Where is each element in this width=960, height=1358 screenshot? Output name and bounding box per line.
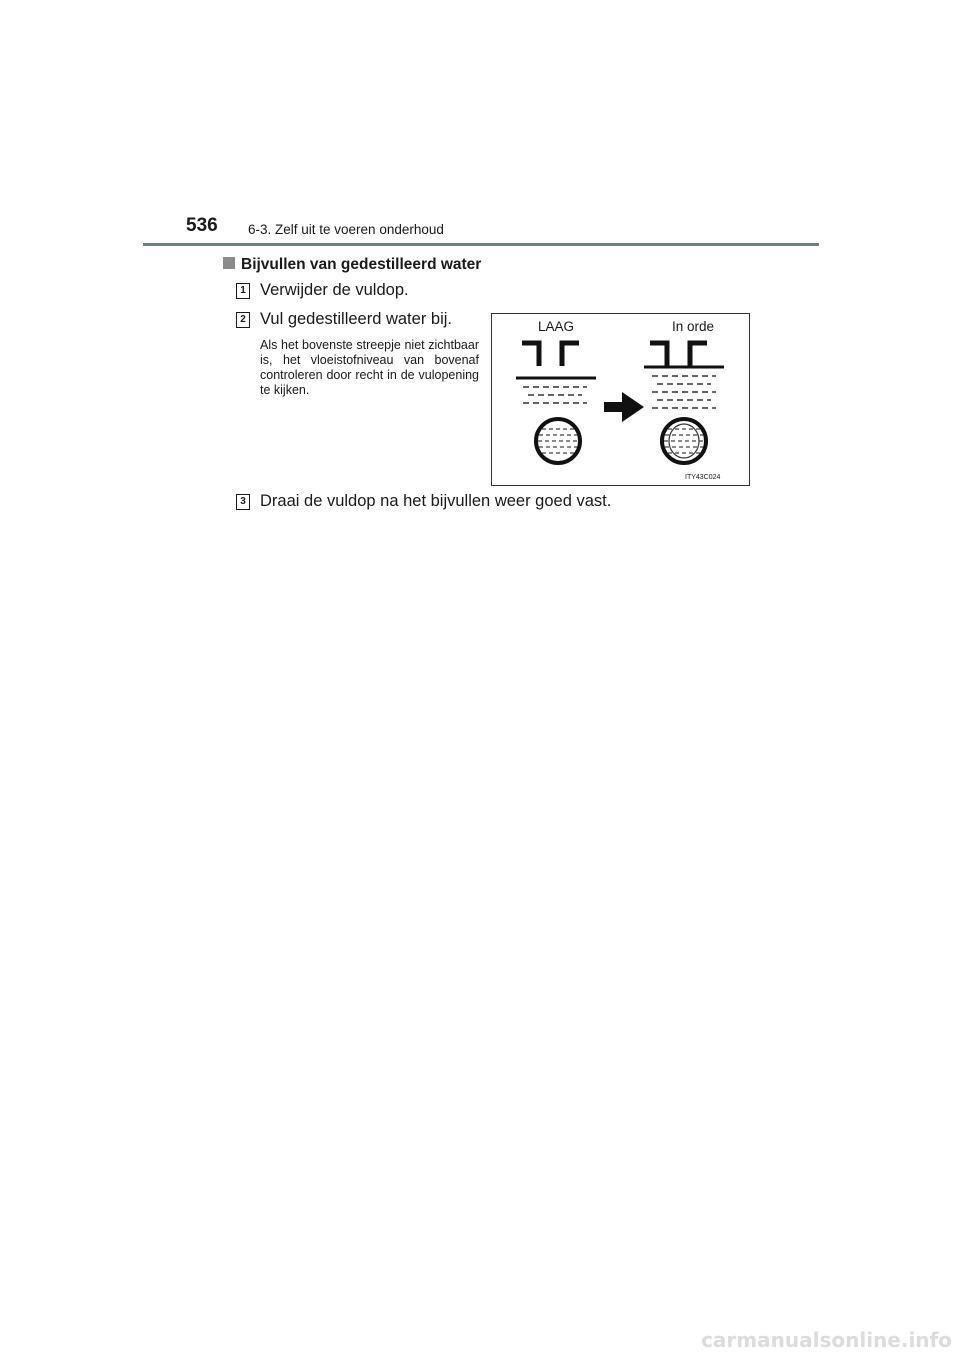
step-1-badge: 1 xyxy=(236,283,250,299)
section-heading xyxy=(223,256,481,274)
low-top-view-circle xyxy=(536,419,580,463)
arrow-right-icon xyxy=(604,392,644,422)
step-1-text: Verwijder de vuldop. xyxy=(260,281,409,299)
step-2-badge: 2 xyxy=(236,312,250,328)
ok-top-view-circle xyxy=(662,419,706,463)
step-2-text: Vul gedestilleerd water bij. xyxy=(260,310,452,328)
page-number: 536 xyxy=(186,215,218,236)
square-bullet-icon xyxy=(223,257,235,269)
step-2-note: Als het bovenste streepje niet zichtbaar is, het vloeistofniveau van bovenaf controleren door recht in de vulopening te kijken. xyxy=(260,338,479,397)
label-ok: In orde xyxy=(672,319,715,334)
water-level-figure xyxy=(491,313,750,486)
label-low: LAAG xyxy=(538,319,575,334)
low-water-dashes xyxy=(523,387,587,403)
figure-code: ITY43C024 xyxy=(685,474,721,481)
section-title: 6-3. Zelf uit te voeren onderhoud xyxy=(248,222,444,237)
section-heading-text: Bijvullen van gedestilleerd water xyxy=(241,256,482,273)
header-rule xyxy=(143,243,819,246)
ok-water-dashes xyxy=(652,376,716,408)
ok-level-marks xyxy=(650,343,707,366)
watermark: carmanualsonline.info xyxy=(701,1328,952,1352)
step-3-badge: 3 xyxy=(236,494,250,510)
low-level-marks xyxy=(522,343,579,366)
step-3-text: Draai de vuldop na het bijvullen weer goed vast. xyxy=(260,492,612,510)
water-level-drawing xyxy=(492,314,749,485)
